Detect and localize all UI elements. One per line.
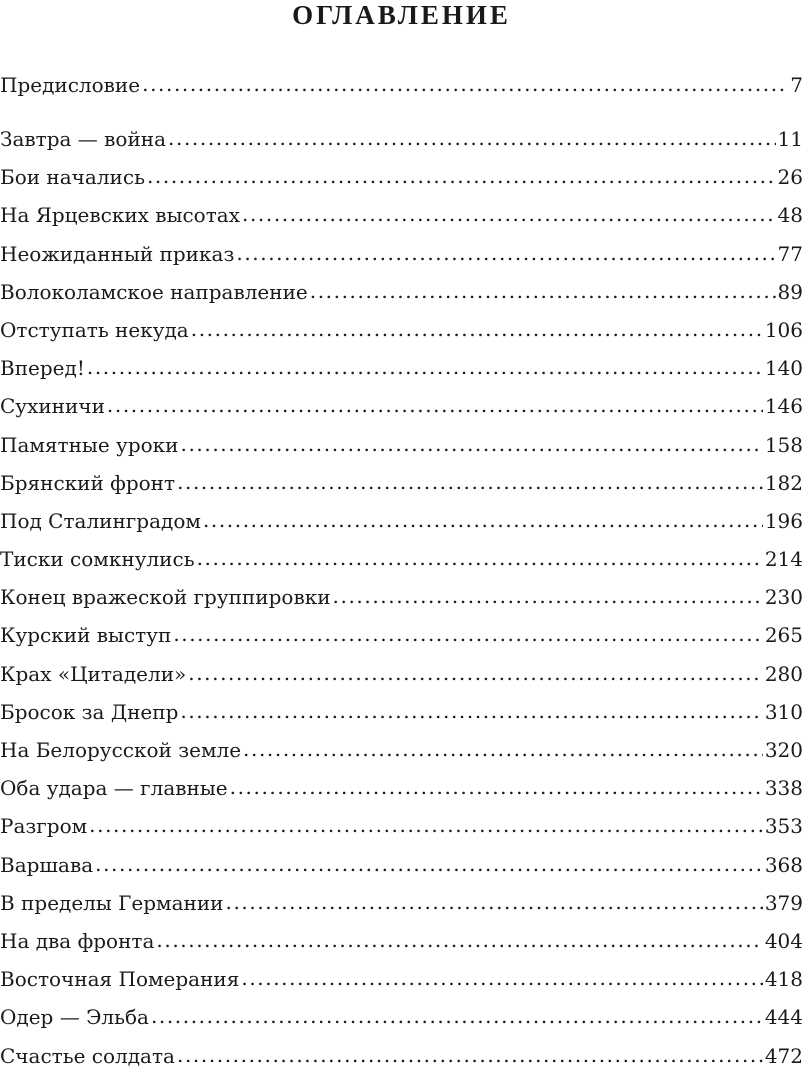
toc-entry[interactable] (0, 807, 803, 845)
toc-entry[interactable] (0, 387, 803, 425)
table-of-contents (0, 66, 803, 1075)
toc-entry-title: Варшава (0, 852, 94, 877)
toc-entry-page: 89 (777, 279, 803, 304)
dot-leader (87, 355, 763, 375)
dot-leader (177, 1043, 763, 1063)
dot-leader (89, 813, 763, 833)
toc-entry-page: 182 (764, 470, 803, 495)
toc-entry-title: В пределы Германии (0, 890, 224, 915)
dot-leader (147, 164, 776, 184)
toc-entry-page: 196 (764, 508, 803, 533)
toc-entry[interactable] (0, 1037, 803, 1075)
toc-entry-page: 214 (764, 547, 803, 572)
toc-entry-title: На Белорусской земле (0, 738, 242, 762)
page-title: ОГЛАВЛЕНИЕ (292, 0, 511, 30)
toc-entry[interactable] (0, 540, 803, 578)
toc-entry[interactable] (0, 655, 803, 693)
toc-entry[interactable] (0, 120, 803, 158)
toc-entry-page: 280 (764, 661, 803, 686)
toc-entry-title: Восточная Померания (0, 967, 240, 992)
toc-entry-title: На два фронта (0, 928, 155, 953)
toc-entry-title: Памятные уроки (0, 432, 179, 457)
toc-entry[interactable] (0, 235, 803, 273)
toc-entry-title: Оба удара — главные (0, 776, 228, 801)
toc-entry-page: 379 (764, 890, 803, 915)
toc-entry-page: 338 (764, 776, 803, 801)
toc-entry-title: Курский выступ (0, 623, 172, 648)
toc-entry-page: 158 (764, 432, 803, 457)
toc-entry-title: Завтра — война (0, 127, 167, 151)
toc-entry-page: 146 (764, 394, 803, 419)
dot-leader (142, 72, 787, 92)
dot-leader (333, 584, 763, 604)
dot-leader (236, 241, 775, 261)
toc-entry-page: 310 (764, 699, 803, 724)
dot-leader (181, 432, 763, 452)
toc-entry-page: 48 (777, 203, 803, 228)
toc-entry-title: Крах «Цитадели» (0, 661, 187, 686)
toc-entry-title: Вперед! (0, 356, 85, 381)
dot-leader (242, 202, 776, 222)
toc-entry[interactable] (0, 846, 803, 884)
dot-leader (197, 546, 763, 566)
dot-leader (177, 470, 763, 490)
toc-entry[interactable] (0, 998, 803, 1036)
toc-entry-page: 368 (764, 852, 803, 877)
dot-leader (188, 661, 763, 681)
toc-entry[interactable] (0, 349, 803, 387)
toc-entry-page: 404 (764, 928, 803, 953)
toc-entry-page: 26 (777, 165, 803, 190)
dot-leader (230, 775, 763, 795)
dot-leader (95, 852, 763, 872)
toc-entry-page: 140 (764, 356, 803, 381)
toc-entry-page: 418 (764, 967, 803, 992)
dot-leader (241, 966, 762, 986)
toc-entry-title: Под Сталинградом (0, 508, 201, 533)
toc-entry-title: Счастье солдата (0, 1043, 175, 1068)
toc-entry[interactable] (0, 158, 803, 196)
toc-entry-page: 106 (764, 317, 803, 342)
dot-leader (156, 928, 762, 948)
toc-entry-page: 353 (764, 814, 803, 839)
toc-entry[interactable] (0, 273, 803, 311)
toc-entry-title: Брянский фронт (0, 470, 176, 495)
toc-entry-title: Отступать некуда (0, 317, 189, 342)
toc-entry-page: 444 (764, 1005, 803, 1030)
dot-leader (203, 508, 763, 528)
toc-entry[interactable] (0, 922, 803, 960)
toc-entry-title: Одер — Эльба (0, 1005, 149, 1030)
toc-entry-page: 472 (764, 1043, 803, 1068)
toc-entry-page: 7 (790, 73, 803, 97)
toc-entry-title: Неожиданный приказ (0, 241, 235, 266)
toc-entry[interactable] (0, 311, 803, 349)
dot-leader (180, 699, 762, 719)
toc-entry-title: Конец вражеской группировки (0, 585, 331, 610)
toc-entry-title: Волоколамское направление (0, 279, 308, 304)
toc-entry-page: 320 (764, 738, 803, 762)
dot-leader (310, 279, 776, 299)
toc-entry[interactable] (0, 464, 803, 502)
dot-leader (173, 622, 763, 642)
toc-entry[interactable] (0, 693, 803, 731)
toc-entry-title: Сухиничи (0, 394, 105, 419)
toc-entry[interactable] (0, 769, 803, 807)
toc-entry-title: На Ярцевских высотах (0, 203, 240, 228)
dot-leader (243, 737, 763, 757)
toc-entry-title: Бои начались (0, 165, 145, 190)
toc-entry[interactable] (0, 731, 803, 769)
toc-entry[interactable] (0, 196, 803, 234)
dot-leader (226, 890, 763, 910)
toc-entry-page: 230 (764, 585, 803, 610)
toc-entry[interactable] (0, 960, 803, 998)
toc-entry[interactable] (0, 578, 803, 616)
toc-entry[interactable] (0, 884, 803, 922)
toc-entry-title: Бросок за Днепр (0, 699, 179, 724)
dot-leader (191, 317, 763, 337)
toc-entry-title: Тиски сомкнулись (0, 547, 195, 572)
toc-entry-page: 77 (777, 241, 803, 266)
toc-entry[interactable] (0, 616, 803, 654)
toc-entry-title: Разгром (0, 814, 88, 839)
toc-entry-page: 11 (777, 127, 803, 151)
dot-leader (168, 126, 776, 146)
toc-entry[interactable] (0, 66, 803, 109)
toc-entry[interactable] (0, 502, 803, 540)
toc-entry-page: 265 (764, 623, 803, 648)
toc-entry-title: Предисловие (0, 73, 141, 97)
dot-leader (107, 393, 763, 413)
dot-leader (151, 1004, 763, 1024)
toc-entry[interactable] (0, 426, 803, 464)
